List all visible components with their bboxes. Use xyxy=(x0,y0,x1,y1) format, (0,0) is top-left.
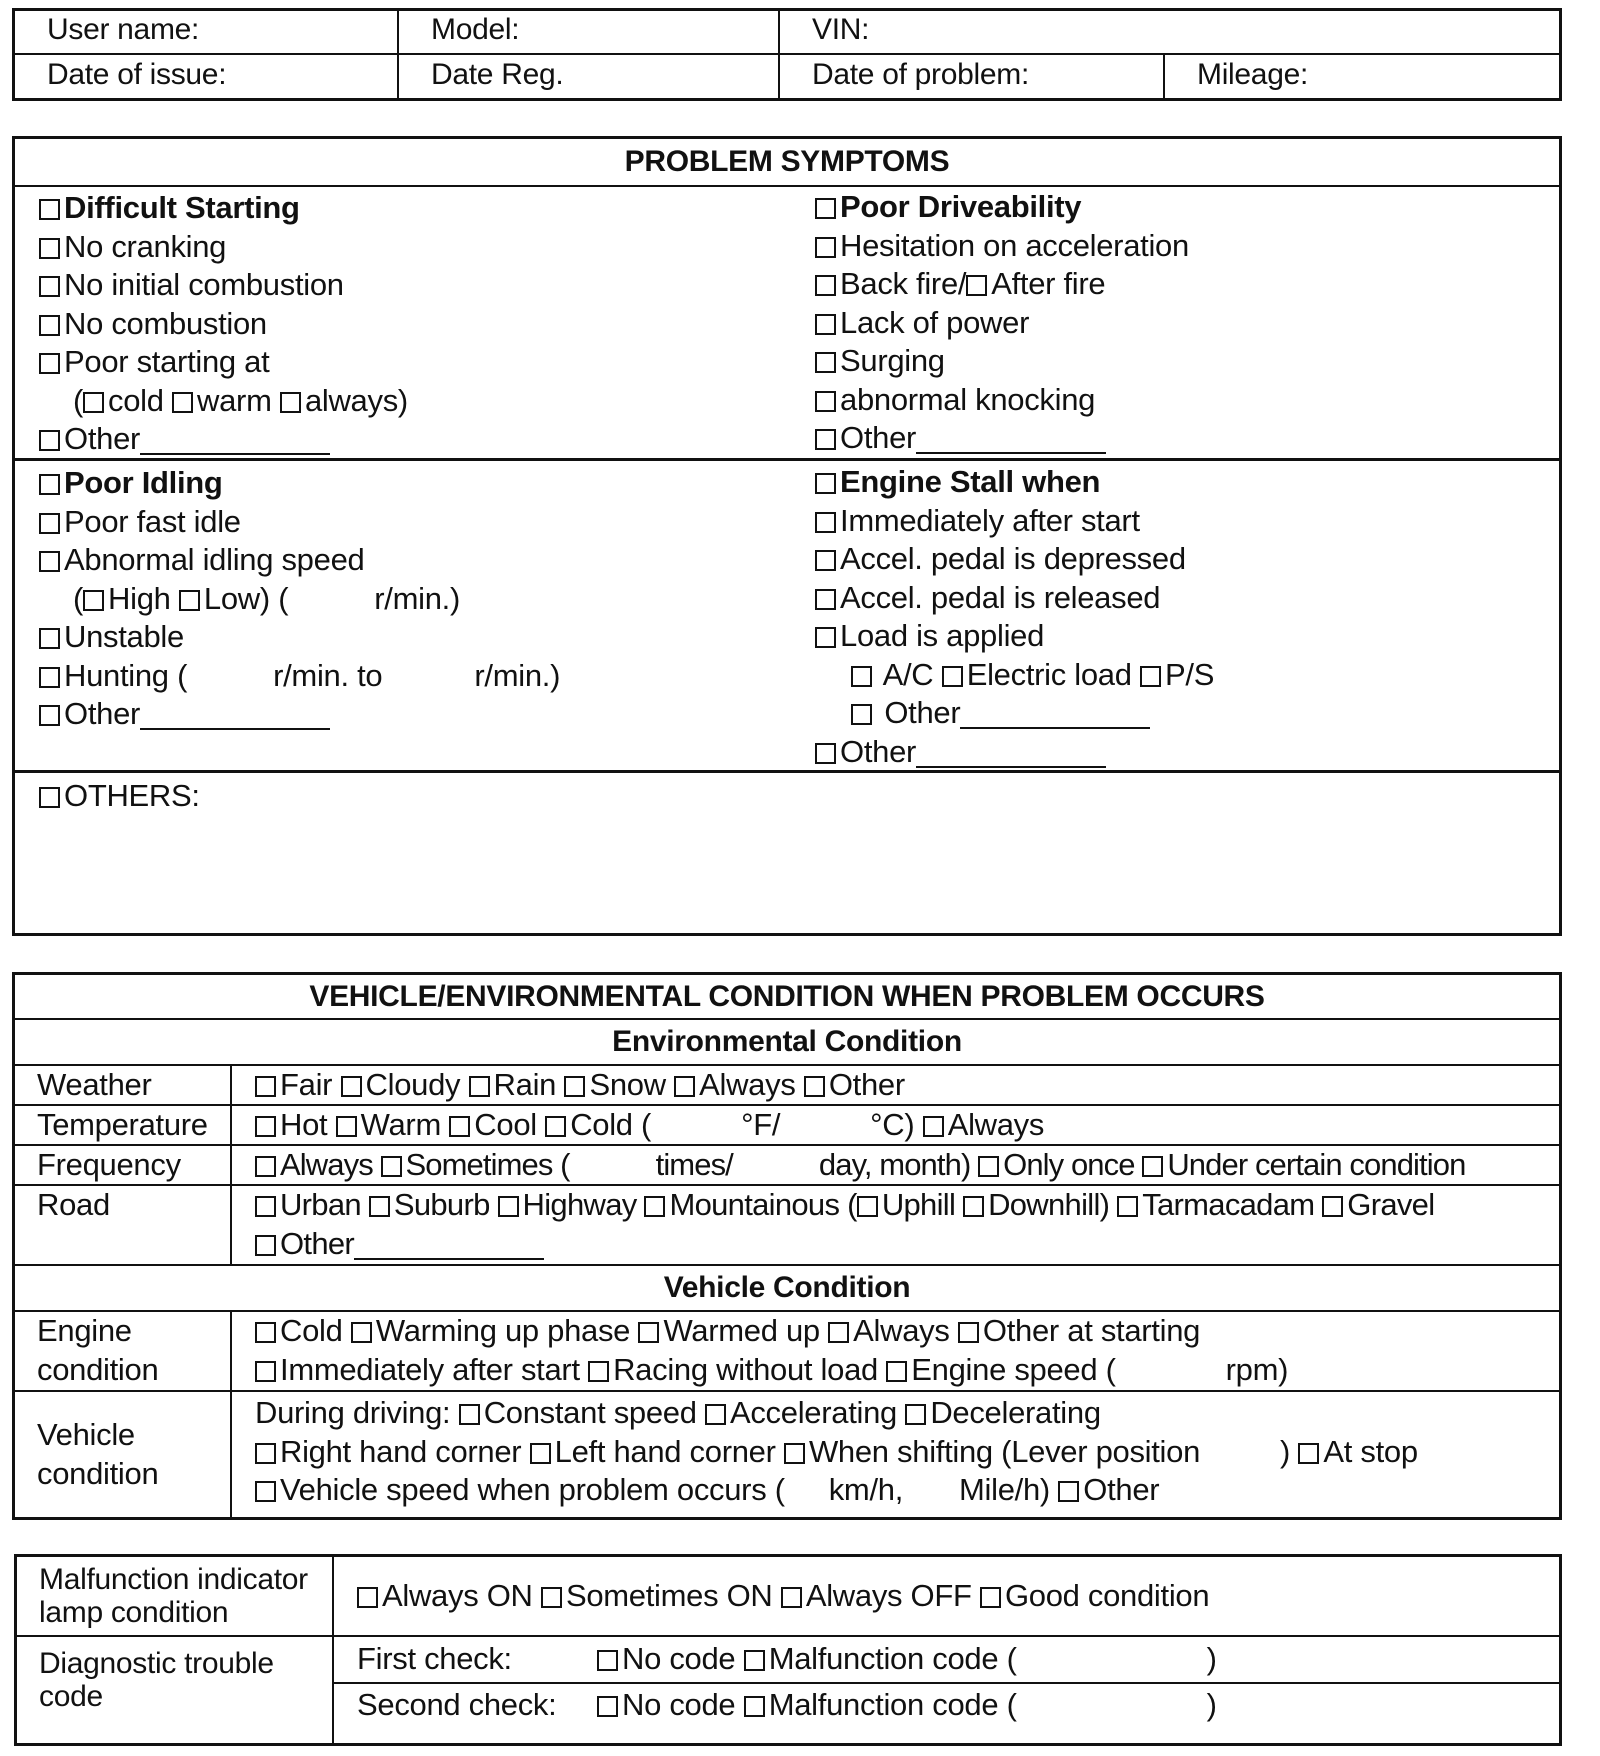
vehicle-condition-label: Vehicle condition xyxy=(37,1417,159,1491)
checkbox[interactable] xyxy=(255,1116,276,1137)
checkbox[interactable] xyxy=(351,1322,372,1343)
others-group xyxy=(39,777,759,816)
checkbox-row[interactable]: abnormal knocking xyxy=(815,381,1535,420)
checkbox-row[interactable]: Other xyxy=(815,419,1535,458)
model-field[interactable]: Model: xyxy=(431,13,520,46)
divider xyxy=(332,1682,1559,1684)
difficult-starting-group xyxy=(39,189,759,459)
divider xyxy=(230,1312,232,1390)
checkbox[interactable] xyxy=(545,1116,566,1137)
checkbox[interactable] xyxy=(336,1116,357,1137)
mil-options: Always ON Sometimes ON Always OFF Good condition xyxy=(357,1577,1209,1615)
checkbox[interactable] xyxy=(341,1076,362,1097)
checkbox[interactable] xyxy=(39,628,60,649)
divider xyxy=(15,770,1559,773)
poor-driveability-group xyxy=(815,188,1535,458)
checkbox[interactable] xyxy=(39,238,60,259)
checkbox-row[interactable]: Other xyxy=(39,420,759,459)
checkbox-row[interactable]: Hunting ( r/min. to r/min.) xyxy=(39,657,759,696)
checkbox[interactable] xyxy=(83,590,104,611)
checkbox-row[interactable]: Accel. pedal is released xyxy=(815,579,1535,618)
date-of-problem-field[interactable]: Date of problem: xyxy=(812,58,1029,91)
blank-line[interactable] xyxy=(960,727,1150,729)
checkbox[interactable] xyxy=(815,589,836,610)
checkbox[interactable] xyxy=(705,1404,726,1425)
checkbox[interactable] xyxy=(369,1196,390,1217)
checkbox[interactable] xyxy=(83,392,104,413)
temperature-label: Temperature xyxy=(37,1107,208,1142)
mil-label: Malfunction indicator lamp condition xyxy=(39,1563,308,1629)
checkbox[interactable] xyxy=(815,429,836,450)
checkbox[interactable] xyxy=(39,705,60,726)
vin-field[interactable]: VIN: xyxy=(812,13,870,46)
checkbox-row: ( cold warm always) xyxy=(73,382,408,418)
weather-options: Fair Cloudy Rain Snow Always Other xyxy=(255,1066,1551,1105)
checkbox[interactable] xyxy=(255,1156,276,1177)
vehicle-condition-options: During driving: Constant speed Accelerating Decelerating Right hand corner Left hand corner When shifting (Lever position ) At stop Vehicle speed when problem occurs ( km/h, Mile/h) Other xyxy=(255,1395,1418,1507)
checkbox[interactable] xyxy=(459,1404,480,1425)
divider xyxy=(230,1066,232,1104)
divider xyxy=(778,11,780,98)
checkbox-row[interactable]: Lack of power xyxy=(815,304,1535,343)
checkbox[interactable] xyxy=(815,473,836,494)
divider xyxy=(230,1186,232,1264)
dtc-label: Diagnostic trouble code xyxy=(39,1647,274,1713)
checkbox-row[interactable]: Other xyxy=(39,695,759,734)
checkbox[interactable] xyxy=(255,1196,276,1217)
blank-line[interactable] xyxy=(140,728,330,730)
checkbox[interactable] xyxy=(958,1322,979,1343)
checkbox[interactable] xyxy=(39,474,60,495)
checkbox[interactable] xyxy=(179,590,200,611)
checkbox[interactable] xyxy=(923,1116,944,1137)
checkbox[interactable] xyxy=(597,1650,618,1671)
checkbox[interactable] xyxy=(1058,1481,1079,1502)
divider xyxy=(230,1392,232,1517)
blank-line[interactable] xyxy=(140,453,330,455)
checkbox[interactable] xyxy=(172,392,193,413)
checkbox-row[interactable]: Engine Stall when xyxy=(815,463,1535,502)
blank-line[interactable] xyxy=(354,1258,544,1260)
checkbox[interactable] xyxy=(39,787,60,808)
checkbox-row[interactable]: Other xyxy=(815,694,1535,733)
divider xyxy=(15,458,1559,461)
engine-condition-row xyxy=(15,1312,1559,1392)
checkbox[interactable] xyxy=(449,1116,470,1137)
checkbox-row[interactable]: Load is applied xyxy=(815,617,1535,656)
checkbox-row[interactable]: Back fire/ After fire xyxy=(815,265,1535,304)
checkbox[interactable] xyxy=(39,315,60,336)
checkbox[interactable] xyxy=(255,1361,276,1382)
checkbox[interactable] xyxy=(39,353,60,374)
poor-idling-group xyxy=(39,464,759,734)
checkbox[interactable] xyxy=(815,391,836,412)
checkbox[interactable] xyxy=(469,1076,490,1097)
temperature-options: Hot Warm Cool Cold ( °F/ °C) Always xyxy=(255,1106,1551,1145)
first-check-row: First check: No code Malfunction code ( ) xyxy=(357,1641,1217,1676)
section-title: VEHICLE/ENVIRONMENTAL CONDITION WHEN PROBLEM OCCURS xyxy=(15,975,1559,1020)
checkbox[interactable] xyxy=(1140,666,1161,687)
checkbox[interactable] xyxy=(857,1196,878,1217)
checkbox[interactable] xyxy=(39,551,60,572)
checkbox-row[interactable]: Surging xyxy=(815,342,1535,381)
divider xyxy=(1163,53,1165,98)
date-reg-field[interactable]: Date Reg. xyxy=(431,58,564,91)
checkbox[interactable] xyxy=(39,276,60,297)
checkbox[interactable] xyxy=(886,1361,907,1382)
weather-row xyxy=(15,1066,1559,1106)
checkbox[interactable] xyxy=(638,1322,659,1343)
checkbox[interactable] xyxy=(39,430,60,451)
checkbox-row[interactable]: Accel. pedal is depressed xyxy=(815,540,1535,579)
checkbox[interactable] xyxy=(851,704,872,725)
checkbox[interactable] xyxy=(255,1235,276,1256)
checkbox[interactable] xyxy=(381,1156,402,1177)
checkbox-row[interactable]: Other xyxy=(815,733,1535,772)
checkbox[interactable] xyxy=(255,1322,276,1343)
blank-line[interactable] xyxy=(916,766,1106,768)
divider xyxy=(332,1557,334,1743)
divider xyxy=(230,1106,232,1144)
date-of-issue-field[interactable]: Date of issue: xyxy=(47,58,227,91)
weather-label: Weather xyxy=(37,1067,152,1102)
checkbox-row[interactable]: Difficult Starting xyxy=(39,189,759,228)
checkbox[interactable] xyxy=(804,1076,825,1097)
checkbox[interactable] xyxy=(597,1696,618,1717)
checkbox[interactable] xyxy=(815,352,836,373)
checkbox[interactable] xyxy=(744,1696,765,1717)
checkbox[interactable] xyxy=(1142,1156,1163,1177)
checkbox[interactable] xyxy=(963,1196,984,1217)
second-check-row: Second check: No code Malfunction code ( ) xyxy=(357,1687,1217,1722)
checkbox[interactable] xyxy=(815,275,836,296)
checkbox[interactable] xyxy=(815,512,836,533)
vehicle-condition-row xyxy=(15,1392,1559,1517)
checkbox[interactable] xyxy=(39,667,60,688)
checkbox[interactable] xyxy=(588,1361,609,1382)
checkbox-row[interactable]: No cranking xyxy=(39,228,759,267)
frequency-row xyxy=(15,1146,1559,1186)
engine-stall-group xyxy=(815,463,1535,771)
section-title: PROBLEM SYMPTOMS xyxy=(15,139,1559,187)
checkbox[interactable] xyxy=(530,1443,551,1464)
checkbox-row[interactable]: Poor fast idle xyxy=(39,503,759,542)
checkbox-row[interactable]: Hesitation on acceleration xyxy=(815,227,1535,266)
checkbox-row[interactable]: Poor starting at xyxy=(39,343,759,382)
checkbox[interactable] xyxy=(815,237,836,258)
checkbox[interactable] xyxy=(644,1196,665,1217)
checkbox[interactable] xyxy=(815,314,836,335)
checkbox[interactable] xyxy=(815,198,836,219)
divider xyxy=(397,11,399,98)
mileage-field[interactable]: Mileage: xyxy=(1197,58,1308,91)
checkbox-row[interactable]: Abnormal idling speed xyxy=(39,541,759,580)
checkbox[interactable] xyxy=(828,1322,849,1343)
checkbox[interactable] xyxy=(942,666,963,687)
checkbox[interactable] xyxy=(905,1404,926,1425)
checkbox[interactable] xyxy=(357,1587,378,1608)
checkbox-row: ( High Low) ( r/min.) xyxy=(73,580,460,616)
checkbox[interactable] xyxy=(978,1156,999,1177)
checkbox[interactable] xyxy=(980,1587,1001,1608)
road-label: Road xyxy=(37,1187,110,1222)
engine-condition-label: Engine condition xyxy=(37,1313,159,1387)
checkbox[interactable] xyxy=(815,627,836,648)
checkbox[interactable] xyxy=(1298,1443,1319,1464)
checkbox-row[interactable]: Poor Driveability xyxy=(815,188,1535,227)
blank-line[interactable] xyxy=(916,452,1106,454)
checkbox-row[interactable]: Unstable xyxy=(39,618,759,657)
checkbox[interactable] xyxy=(851,666,872,687)
checkbox[interactable] xyxy=(541,1587,562,1608)
checkbox-row: A/C Electric load P/S xyxy=(815,656,1535,695)
divider xyxy=(230,1146,232,1184)
checkbox[interactable] xyxy=(744,1650,765,1671)
road-options: Urban Suburb Highway Mountainous ( Uphill Downhill) Tarmacadam Gravel Other xyxy=(255,1186,1551,1263)
checkbox[interactable] xyxy=(255,1443,276,1464)
conditions-section xyxy=(12,972,1562,1520)
checkbox[interactable] xyxy=(498,1196,519,1217)
checkbox[interactable] xyxy=(255,1076,276,1097)
checkbox[interactable] xyxy=(815,550,836,571)
checkbox[interactable] xyxy=(815,743,836,764)
env-condition-title: Environmental Condition xyxy=(15,1020,1559,1066)
checkbox-row[interactable]: No initial combustion xyxy=(39,266,759,305)
checkbox[interactable] xyxy=(564,1076,585,1097)
vehicle-info-header xyxy=(12,8,1562,101)
checkbox[interactable] xyxy=(280,392,301,413)
divider xyxy=(15,53,1559,55)
temperature-row xyxy=(15,1106,1559,1146)
engine-condition-options: Cold Warming up phase Warmed up Always Other at starting Immediately after start Racing without load Engine speed ( rpm) xyxy=(255,1312,1551,1389)
user-name-field[interactable]: User name: xyxy=(47,13,200,46)
checkbox[interactable] xyxy=(781,1587,802,1608)
checkbox[interactable] xyxy=(255,1481,276,1502)
checkbox-row[interactable]: No combustion xyxy=(39,305,759,344)
diagnostics-section xyxy=(14,1554,1562,1746)
checkbox[interactable] xyxy=(784,1443,805,1464)
problem-symptoms-section xyxy=(12,136,1562,936)
checkbox[interactable] xyxy=(39,199,60,220)
checkbox[interactable] xyxy=(966,275,987,296)
checkbox-row[interactable]: Poor Idling xyxy=(39,464,759,503)
divider xyxy=(17,1635,1559,1637)
checkbox[interactable] xyxy=(1117,1196,1138,1217)
checkbox[interactable] xyxy=(674,1076,695,1097)
checkbox-row[interactable]: OTHERS: xyxy=(39,777,759,816)
vehicle-condition-title: Vehicle Condition xyxy=(15,1266,1559,1312)
checkbox-row[interactable]: Immediately after start xyxy=(815,502,1535,541)
checkbox[interactable] xyxy=(39,513,60,534)
road-row xyxy=(15,1186,1559,1266)
checkbox[interactable] xyxy=(1322,1196,1343,1217)
frequency-options: Always Sometimes ( times/ day, month) Only once Under certain condition xyxy=(255,1146,1551,1185)
frequency-label: Frequency xyxy=(37,1147,181,1182)
